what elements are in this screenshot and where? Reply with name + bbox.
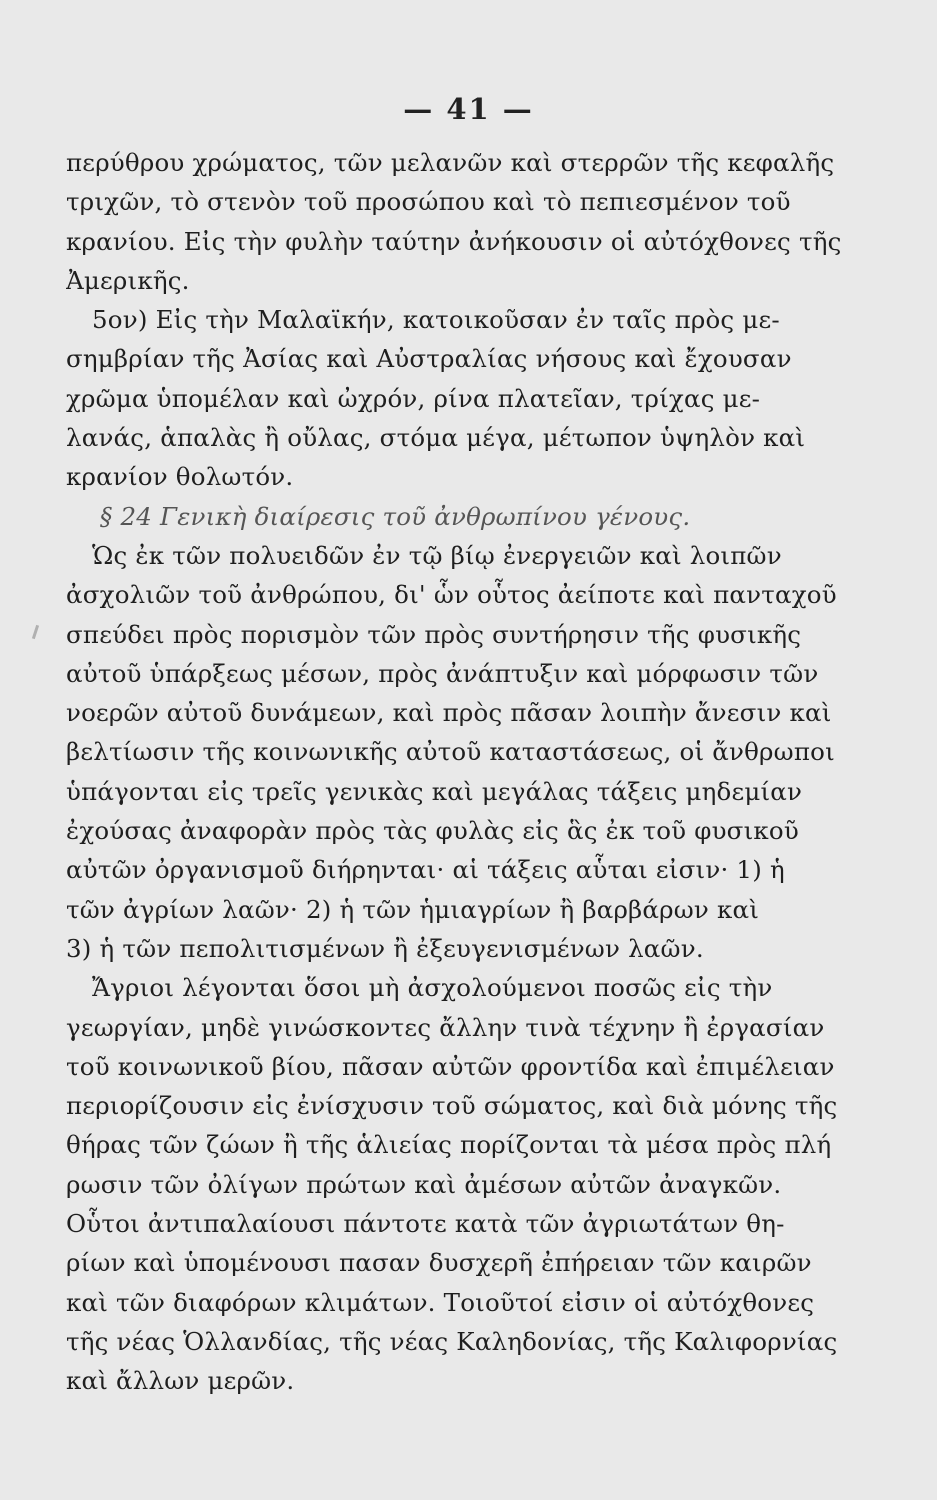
text-line: Ἄγριοι λέγονται ὅσοι μὴ ἀσχολούμενοι ποσῶς εἰς τὴν: [92, 973, 773, 1003]
text-line: κρανίον θολωτόν.: [66, 462, 294, 492]
text-line: χρῶμα ὑπομέλαν καὶ ὠχρόν, ρίνα πλατεῖαν, τρίχας με-: [66, 383, 761, 413]
text-line: αὐτῶν ὀργανισμοῦ διήρηνται· αἱ τάξεις αὗται εἰσιν· 1) ἡ: [66, 855, 785, 885]
text-line: καὶ τῶν διαφόρων κλιμάτων. Τοιοῦτοί εἰσιν οἱ αὐτόχθονες: [66, 1287, 815, 1317]
text-line: ἀσχολιῶν τοῦ ἀνθρώπου, δι' ὧν οὗτος ἀείποτε καὶ πανταχοῦ: [66, 580, 837, 610]
text-line: νοερῶν αὐτοῦ δυνάμεων, καὶ πρὸς πᾶσαν λοιπὴν ἄνεσιν καὶ: [66, 698, 832, 728]
text-line: ρωσιν τῶν ὀλίγων πρώτων καὶ ἀμέσων αὐτῶν ἀναγκῶν.: [66, 1169, 782, 1199]
body-text: [66, 143, 872, 1401]
margin-mark: [32, 625, 39, 639]
text-line: 3) ἡ τῶν πεπολιτισμένων ἢ ἐξευγενισμένων λαῶν.: [66, 933, 704, 963]
text-line: τοῦ κοινωνικοῦ βίου, πᾶσαν αὐτῶν φροντίδα καὶ ἐπιμέλειαν: [66, 1051, 835, 1081]
text-line: γεωργίαν, μηδὲ γινώσκοντες ἄλλην τινὰ τέχνην ἢ ἐργασίαν: [66, 1012, 825, 1042]
text-line: αὐτοῦ ὑπάρξεως μέσων, πρὸς ἀνάπτυξιν καὶ μόρφωσιν τῶν: [66, 658, 819, 688]
text-line: Οὗτοι ἀντιπαλαίουσι πάντοτε κατὰ τῶν ἀγριωτάτων θη-: [66, 1209, 785, 1239]
text-line: σημβρίαν τῆς Ἀσίας καὶ Αὐστραλίας νήσους καὶ ἔχουσαν: [66, 344, 792, 374]
page-number: — 41 —: [403, 92, 534, 126]
text-line: λανάς, ἁπαλὰς ἢ οὔλας, στόμα μέγα, μέτωπον ὑψηλὸν καὶ: [66, 423, 806, 453]
text-line: κρανίου. Εἰς τὴν φυλὴν ταύτην ἀνήκουσιν οἱ αὐτόχθονες τῆς: [66, 226, 842, 256]
text-line: ρίων καὶ ὑπομένουσι πασαν δυσχερῆ ἐπήρειαν τῶν καιρῶν: [66, 1248, 812, 1278]
section-heading: § 24 Γενικὴ διαίρεσις τοῦ ἀνθρωπίνου γένους.: [100, 501, 691, 531]
text-line: περιορίζουσιν εἰς ἐνίσχυσιν τοῦ σώματος, καὶ διὰ μόνης τῆς: [66, 1091, 838, 1121]
text-line: βελτίωσιν τῆς κοινωνικῆς αὐτοῦ καταστάσεως, οἱ ἄνθρωποι: [66, 737, 835, 767]
text-line: θήρας τῶν ζώων ἢ τῆς ἁλιείας πορίζονται τὰ μέσα πρὸς πλή: [66, 1130, 832, 1160]
text-line: ὑπάγονται εἰς τρεῖς γενικὰς καὶ μεγάλας τάξεις μηδεμίαν: [66, 776, 803, 806]
text-line: καὶ ἄλλων μερῶν.: [66, 1366, 295, 1396]
text-line: Ὡς ἐκ τῶν πολυειδῶν ἐν τῷ βίῳ ἐνεργειῶν καὶ λοιπῶν: [92, 540, 782, 570]
text-line: Ἀμερικῆς.: [66, 265, 190, 295]
text-line: περύθρου χρώματος, τῶν μελανῶν καὶ στερρῶν τῆς κεφαλῆς: [66, 148, 835, 177]
text-line: τριχῶν, τὸ στενὸν τοῦ προσώπου καὶ τὸ πεπιεσμένον τοῦ: [66, 187, 791, 217]
text-line: 5ον) Εἰς τὴν Μαλαϊκήν, κατοικοῦσαν ἐν ταῖς πρὸς με-: [92, 305, 780, 335]
text-line: ἐχούσας ἀναφορὰν πρὸς τὰς φυλὰς εἰς ἃς ἐκ τοῦ φυσικοῦ: [66, 816, 799, 846]
text-line: τῆς νέας Ὁλλανδίας, τῆς νέας Καληδονίας, τῆς Καλιφορνίας: [66, 1326, 838, 1356]
text-line: τῶν ἀγρίων λαῶν· 2) ἡ τῶν ἡμιαγρίων ἢ βαρβάρων καὶ: [66, 894, 760, 924]
text-line: σπεύδει πρὸς πορισμὸν τῶν πρὸς συντήρησιν τῆς φυσικῆς: [66, 619, 802, 649]
